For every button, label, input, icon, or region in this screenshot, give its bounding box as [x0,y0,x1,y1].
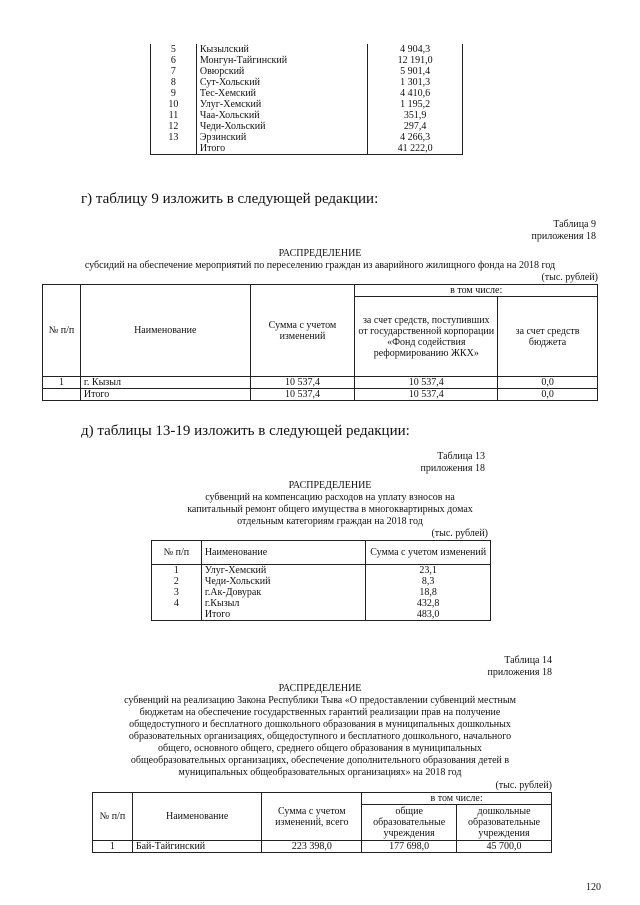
row-name: г.Ак-Довурак [201,587,366,598]
table-row [151,44,463,55]
row-name: Овюрский [196,66,367,77]
row-name: Кызылский [196,44,367,55]
row-sum: 8,3 [366,576,491,587]
table9-subtitle: субсидий на обеспечение мероприятий по переселению граждан из аварийного жилищного фонда на 2018 год [84,260,556,271]
row-general: 177 698,0 [362,841,457,853]
section-d-heading: д) таблицы 13-19 изложить в следующей редакции: [81,423,410,439]
table9-units: (тыс. рублей) [541,272,598,283]
row-number: 11 [151,110,197,121]
table14-subtitle-line: бюджетам на обеспечение государственных гарантий реализации прав на получение [139,707,501,718]
t13-col-name: Наименование [201,541,366,565]
row-sum: 10 537,4 [250,389,355,401]
table-row [151,66,463,77]
row-sum: 483,0 [366,609,491,621]
table-row [151,99,463,110]
table14-appendix: приложения 18 [487,667,552,678]
table13-subtitle-1: субвенций на компенсацию расходов на уплату взносов на [205,492,455,503]
col-name: Наименование [80,285,250,377]
table13-title: РАСПРЕДЕЛЕНИЕ [288,480,372,491]
section-g-heading: г) таблицу 9 изложить в следующей редакции: [81,191,379,207]
table13-appendix: приложения 18 [420,463,485,474]
row-value: 4 904,3 [368,44,463,55]
table14-subtitle-line: образовательных организациях, общедоступного и бесплатного дошкольного, начального [128,731,512,742]
table-row [151,121,463,132]
row-name: Чеди-Хольский [196,121,367,132]
table-row [93,841,552,853]
table14-units: (тыс. рублей) [495,780,552,791]
table14-subtitle-line: общеобразовательных организациях, обеспечение дополнительного образования детей в [130,755,510,766]
table-row [152,565,491,577]
table-row [152,609,491,621]
row-preschool: 45 700,0 [457,841,552,853]
row-name: Тес-Хемский [196,88,367,99]
table-row [151,143,463,155]
row-number [152,609,202,621]
row-number: 3 [152,587,202,598]
row-number: 1 [93,841,133,853]
t13-col-n: № п/п [152,541,202,565]
table9-appendix: приложения 18 [531,231,596,242]
table-row [43,377,598,389]
table14-title: РАСПРЕДЕЛЕНИЕ [278,683,362,694]
t14-col-preschool: дошкольные образовательные учреждения [457,805,552,841]
row-number: 2 [152,576,202,587]
t14-col-n: № п/п [93,793,133,841]
row-number: 13 [151,132,197,143]
row-sum: 10 537,4 [250,377,355,389]
table9-label: Таблица 9 [553,219,596,230]
row-number: 5 [151,44,197,55]
row-name: Чеди-Хольский [201,576,366,587]
row-number: 8 [151,77,197,88]
table13-label: Таблица 13 [437,451,485,462]
row-value: 351,9 [368,110,463,121]
row-number: 9 [151,88,197,99]
table13-units: (тыс. рублей) [431,528,488,539]
col-incl: в том числе: [355,285,598,297]
row-value: 4 410,6 [368,88,463,99]
row-fund: 10 537,4 [355,377,498,389]
row-value: 1 301,3 [368,77,463,88]
table-row [152,587,491,598]
row-sum: 432,8 [366,598,491,609]
table13-subtitle-3: отдельным категориям граждан на 2018 год [237,516,423,527]
t14-col-sum: Сумма с учетом изменений, всего [262,793,362,841]
row-name: Монгун-Тайгинский [196,55,367,66]
row-fund: 10 537,4 [355,389,498,401]
row-name: Итого [196,143,367,155]
table-row [151,55,463,66]
row-number [43,389,81,401]
row-value: 41 222,0 [368,143,463,155]
table-row [152,598,491,609]
row-value: 12 191,0 [368,55,463,66]
col-fund: за счет средств, поступивших от государственной корпорации «Фонд содействия реформированию ЖКХ» [355,297,498,377]
table14-subtitle-line: субвенций на реализацию Закона Республики Тыва «О предоставлении субвенций местным [124,695,516,706]
table13 [151,540,491,621]
t13-col-sum: Сумма с учетом изменений [366,541,491,565]
table-row [43,389,598,401]
row-name: Сут-Хольский [196,77,367,88]
page-number: 120 [586,882,601,893]
row-value: 4 266,3 [368,132,463,143]
row-number [151,143,197,155]
row-value: 1 195,2 [368,99,463,110]
table14-subtitle-line: общего, основного общего, среднего общего образования в муниципальных [158,743,482,754]
row-name: г. Кызыл [80,377,250,389]
row-name: Итого [201,609,366,621]
row-sum: 18,8 [366,587,491,598]
table-row [152,576,491,587]
row-name: Итого [80,389,250,401]
col-budget: за счет средств бюджета [498,297,598,377]
row-number: 4 [152,598,202,609]
col-n: № п/п [43,285,81,377]
row-number: 1 [43,377,81,389]
table9 [42,284,598,401]
table-row [151,88,463,99]
row-value: 297,4 [368,121,463,132]
table14-subtitle [0,695,640,779]
table-row [151,77,463,88]
row-number: 6 [151,55,197,66]
t14-col-incl: в том числе: [362,793,552,805]
row-sum: 23,1 [366,565,491,577]
table9-title: РАСПРЕДЕЛЕНИЕ [278,248,362,259]
row-budget: 0,0 [498,389,598,401]
row-number: 7 [151,66,197,77]
row-name: Эрзинский [196,132,367,143]
table-row [151,110,463,121]
row-name: г.Кызыл [201,598,366,609]
table13-subtitle-2: капитальный ремонт общего имущества в многоквартирных домах [187,504,473,515]
row-name: Улуг-Хемский [196,99,367,110]
table14-label: Таблица 14 [504,655,552,666]
t14-col-general: общие образовательные учреждения [362,805,457,841]
row-budget: 0,0 [498,377,598,389]
row-sum: 223 398,0 [262,841,362,853]
table14-subtitle-line: муниципальных общеобразовательных организациях» на 2018 год [178,767,462,778]
table-row [151,132,463,143]
row-name: Улуг-Хемский [201,565,366,577]
table14-subtitle-line: общедоступного и бесплатного дошкольного образования в муниципальных дошкольных [129,719,511,730]
table14 [92,792,552,853]
row-number: 10 [151,99,197,110]
row-name: Бай-Тайгинский [132,841,262,853]
row-value: 5 901,4 [368,66,463,77]
top-table [150,44,463,155]
t14-col-name: Наименование [132,793,262,841]
col-sum: Сумма с учетом изменений [250,285,355,377]
row-number: 1 [152,565,202,577]
row-number: 12 [151,121,197,132]
row-name: Чаа-Хольский [196,110,367,121]
